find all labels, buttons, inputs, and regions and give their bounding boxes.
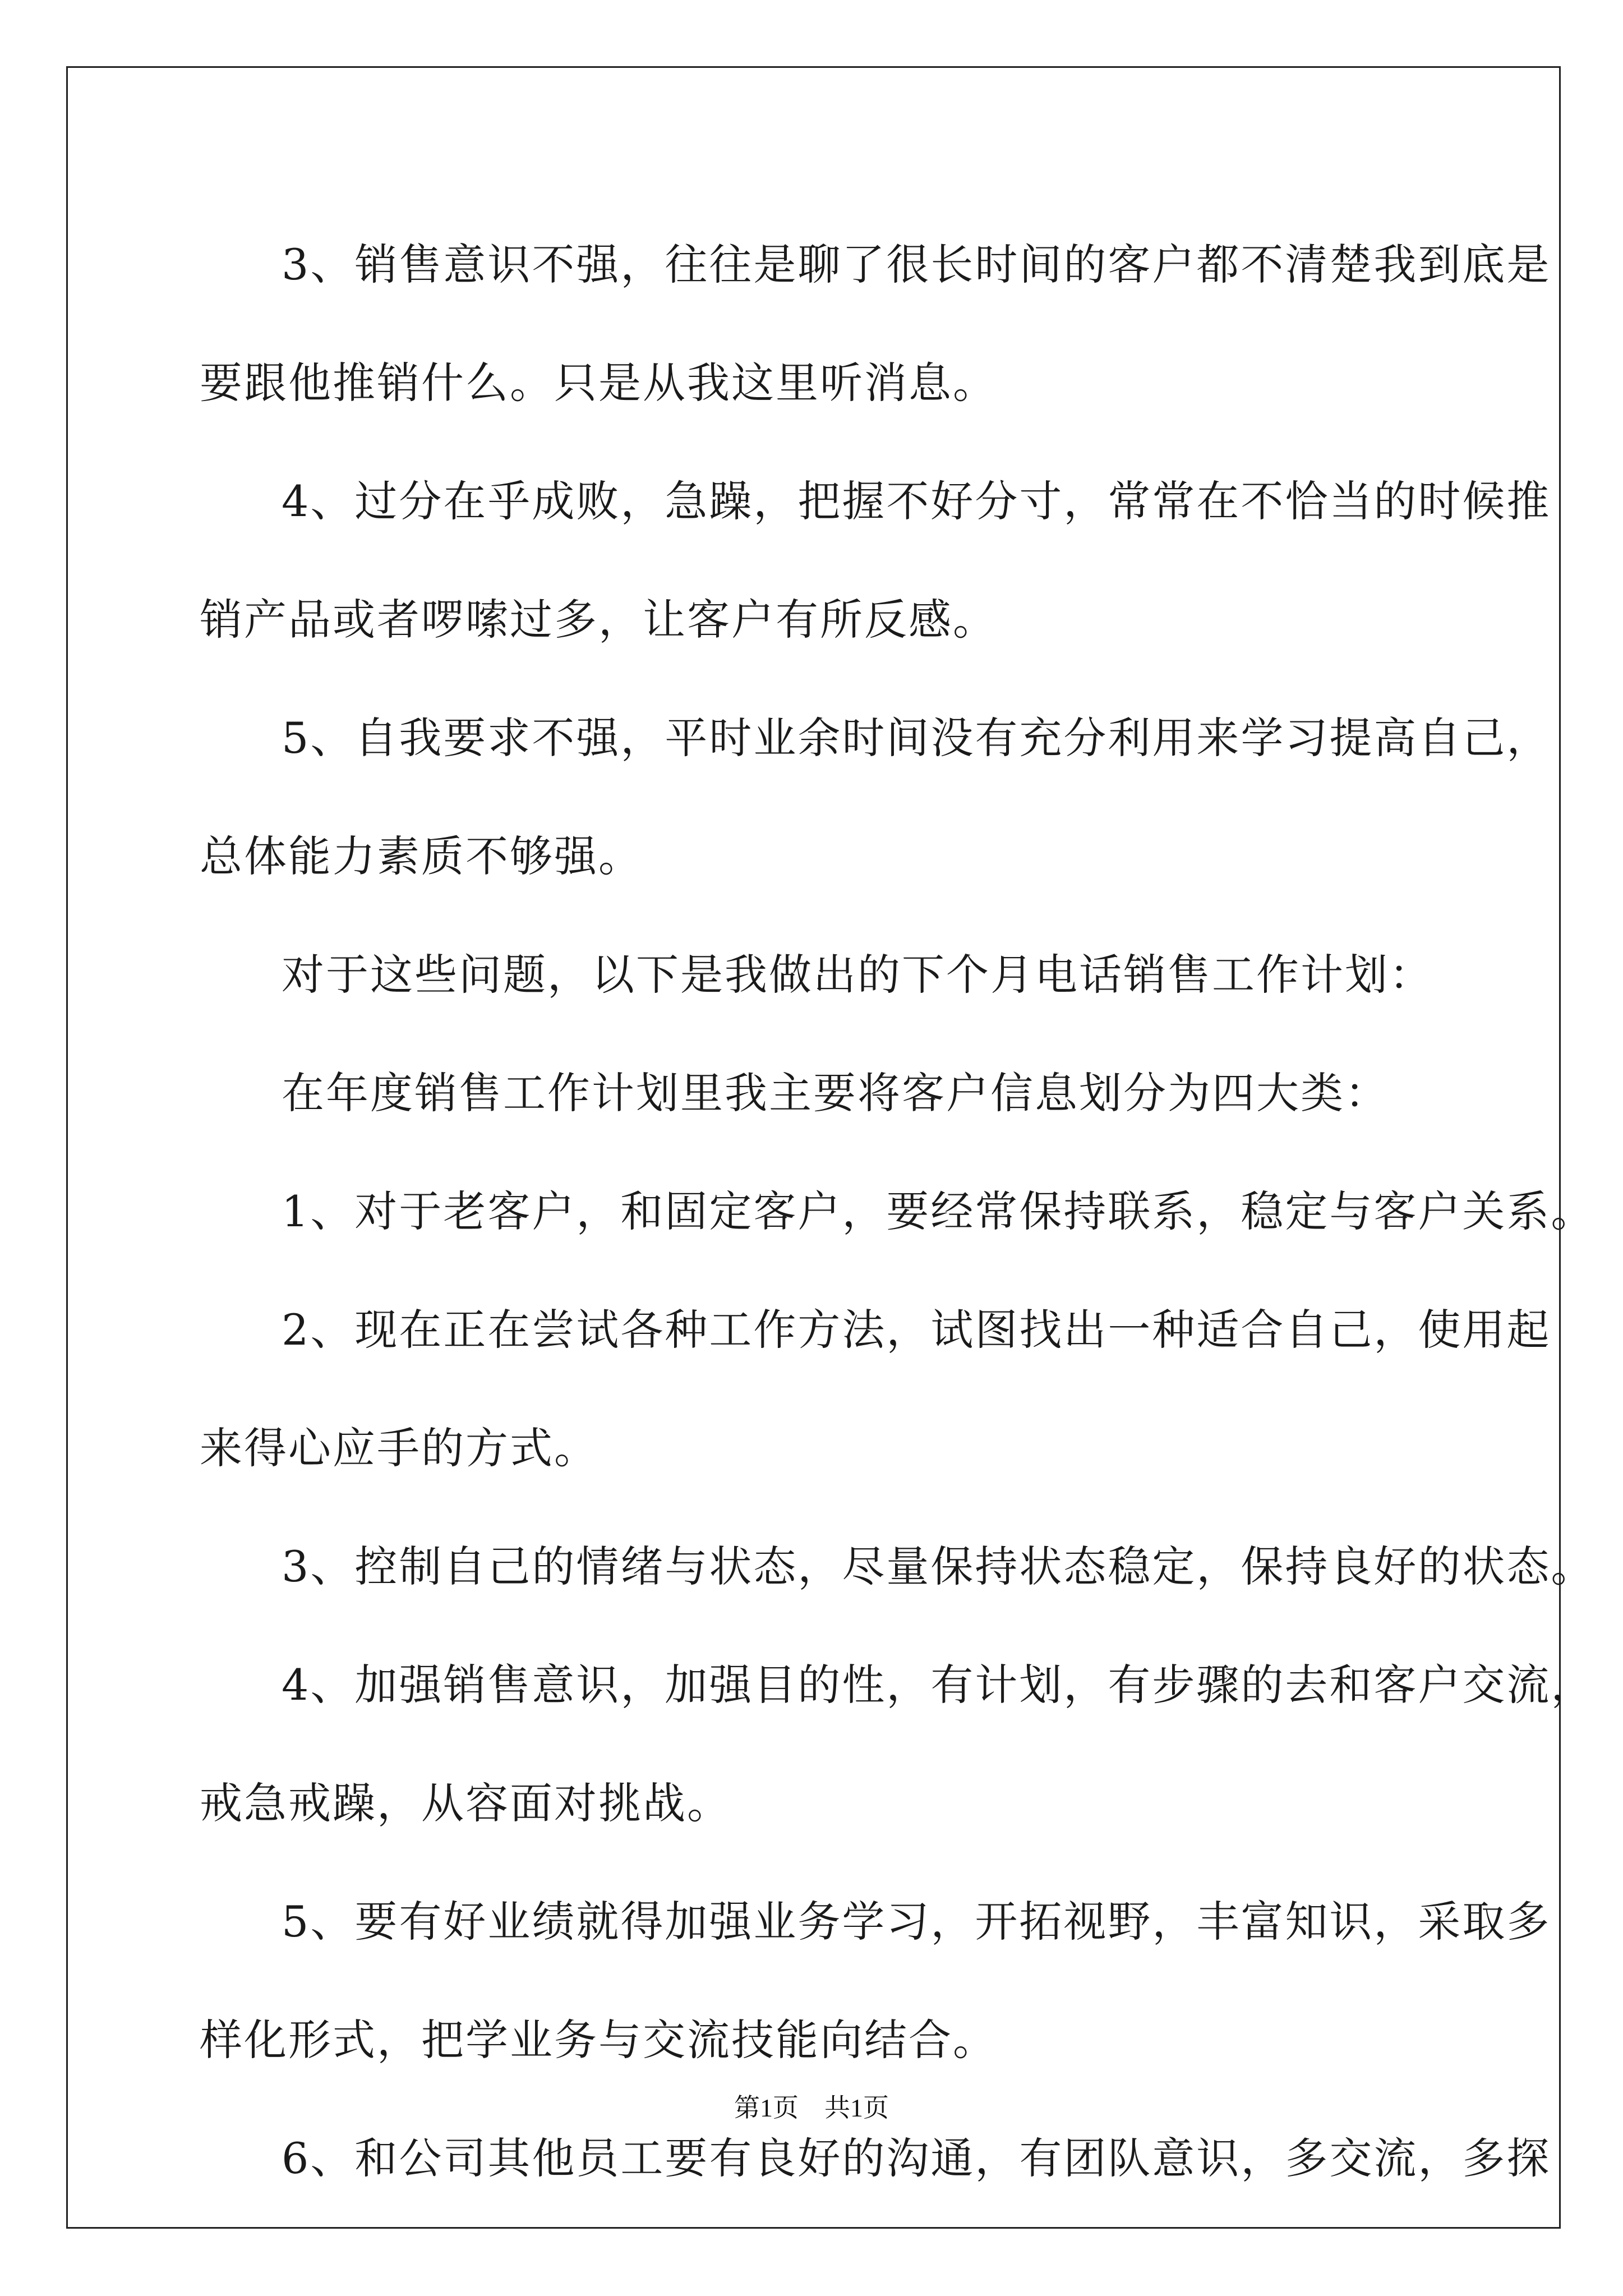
text-line: 要跟他推销什么。只是从我这里听消息。 <box>200 358 997 408</box>
text-line: 5、要有好业绩就得加强业务学习，开拓视野，丰富知识，采取多 <box>282 1897 1551 1947</box>
text-line: 6、和公司其他员工要有良好的沟通，有团队意识，多交流，多探 <box>282 2133 1551 2183</box>
text-line: 对于这些问题，以下是我做出的下个月电话销售工作计划： <box>282 950 1433 1000</box>
text-line: 来得心应手的方式。 <box>200 1423 598 1473</box>
text-line: 3、控制自己的情绪与状态，尽量保持状态稳定，保持良好的状态。 <box>282 1542 1596 1591</box>
text-line: 样化形式，把学业务与交流技能向结合。 <box>200 2015 997 2065</box>
text-line: 在年度销售工作计划里我主要将客户信息划分为四大类： <box>282 1068 1389 1118</box>
text-line: 总体能力素质不够强。 <box>200 831 643 881</box>
text-line: 戒急戒躁，从容面对挑战。 <box>200 1778 731 1828</box>
text-line: 销产品或者啰嗦过多，让客户有所反感。 <box>200 595 997 645</box>
text-line: 5、自我要求不强，平时业余时间没有充分利用来学习提高自己， <box>282 713 1551 763</box>
text-line: 3、销售意识不强，往往是聊了很长时间的客户都不清楚我到底是 <box>282 240 1551 289</box>
page-number-footer: 第1页 共1页 <box>734 2093 889 2122</box>
document-body <box>200 205 1596 2217</box>
text-line: 1、对于老客户，和固定客户，要经常保持联系，稳定与客户关系。 <box>282 1186 1596 1236</box>
text-line: 4、加强销售意识，加强目的性，有计划，有步骤的去和客户交流， <box>282 1660 1596 1710</box>
text-line: 2、现在正在尝试各种工作方法，试图找出一种适合自己，使用起 <box>282 1305 1551 1355</box>
text-line: 4、过分在乎成败，急躁，把握不好分寸，常常在不恰当的时候推 <box>282 476 1551 526</box>
